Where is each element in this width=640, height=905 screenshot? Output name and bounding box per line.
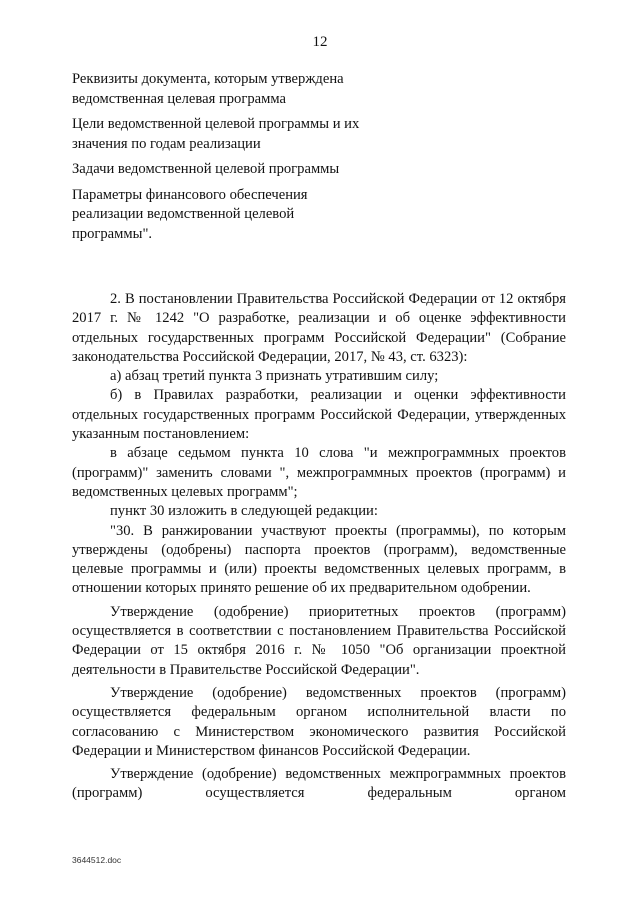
paragraph-amend-30: пункт 30 изложить в следующей редакции: — [110, 503, 378, 520]
paragraph-a: а) абзац третий пункта 3 признать утратившим силу; — [110, 368, 439, 385]
paragraph-priority-approval: Утверждение (одобрение) приоритетных проектов (программ) осуществляется в соответствии с постановлением Правительства Российской Федерации от 15 октября 2016 г. № 1050 "Об организации проектной деятельности в Правительстве Российской Федерации". — [72, 603, 566, 678]
document-body — [72, 290, 566, 804]
paragraph-b: б) в Правилах разработки, реализации и оценки эффективности отдельных государственных программ Российской Федерации, утвержденных указанным постановлением: — [72, 387, 566, 443]
requisite-item: Задачи ведомственной целевой программы — [72, 161, 340, 177]
requisite-item: Параметры финансового обеспечения реализации ведомственной целевой программы". — [72, 186, 308, 242]
file-footer: 3644512.doc — [72, 855, 122, 865]
requisite-item: Цели ведомственной целевой программы и их значения по годам реализации — [72, 116, 360, 152]
requisite-item: Реквизиты документа, которым утверждена ведомственная целевая программа — [72, 71, 344, 107]
paragraph-interprogram-approval: Утверждение (одобрение) ведомственных межпрограммных проектов (программ) осуществляется федеральным органом — [72, 766, 566, 802]
page-number: 12 — [312, 34, 328, 50]
paragraph-2: 2. В постановлении Правительства Российской Федерации от 12 октября 2017 г. № 1242 "О разработке, реализации и об оценке эффективности отдельных государственных программ Российской Федерации" (Собрание законодательства Российской Федерации, 2017, № 43, ст. 6323): — [72, 291, 566, 365]
requisites-list — [72, 70, 372, 250]
paragraph-amend-10: в абзаце седьмом пункта 10 слова "и межпрограммных проектов (программ)" заменить словами ", межпрограммных проектов (программ) и ведомственных целевых программ"; — [72, 445, 566, 500]
paragraph-departmental-approval: Утверждение (одобрение) ведомственных проектов (программ) осуществляется федеральным органом исполнительной власти по согласованию с Министерством экономического развития Российской Федерации и Министерством финансов Российской Федерации. — [72, 684, 566, 759]
paragraph-30-text: "30. В ранжировании участвуют проекты (программы), по которым утверждены (одобрены) паспорта проектов (программ), ведомственные целевые программы и (или) проекты ведомственных целевых программ, в отношении которых принято решение об их предварительном одобрении. — [72, 522, 566, 597]
